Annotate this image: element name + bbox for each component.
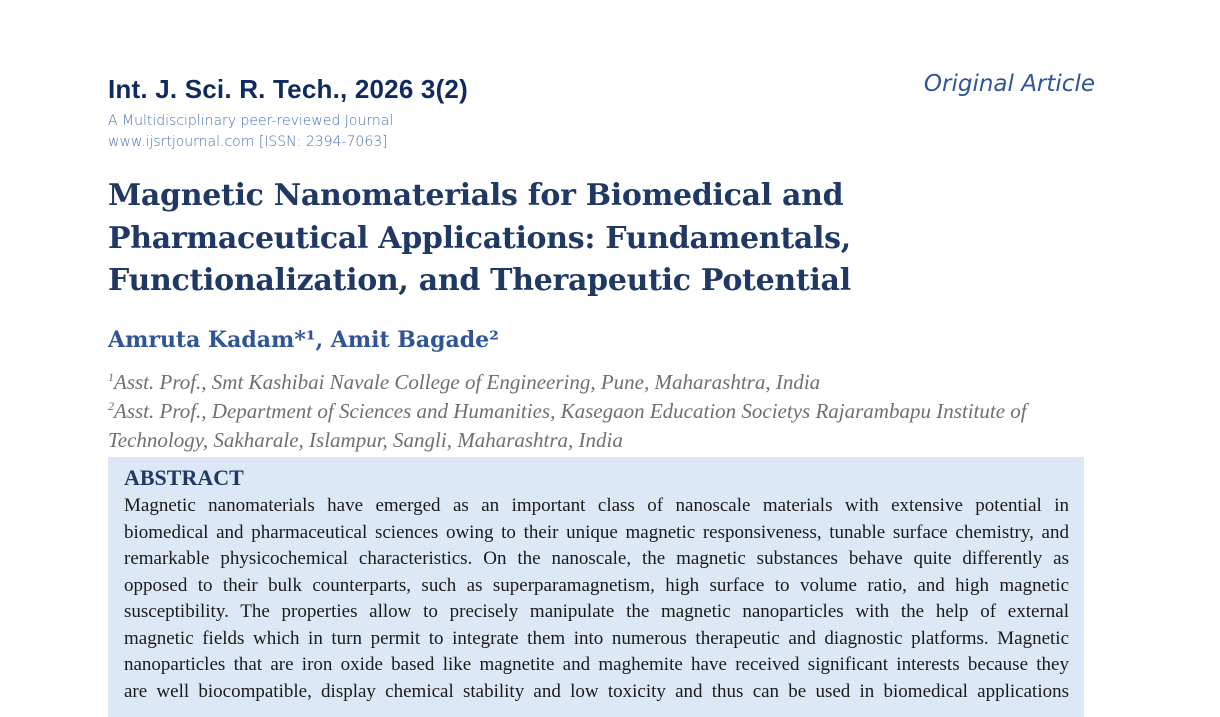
abstract-line: remarkable physicochemical characteristics. On the nanoscale, the magnetic substances behave quite differently as [124,548,1069,569]
paper-title-line: Magnetic Nanomaterials for Biomedical and [108,178,844,213]
abstract-line: biomedical and pharmaceutical sciences owing to their unique magnetic responsiveness, tunable surface chemistry, and [124,521,1069,543]
abstract-body [124,493,1069,705]
paper-title-line: Functionalization, and Therapeutic Potential [108,263,851,298]
abstract-section [108,457,1084,717]
affiliation-list [108,368,1088,455]
affiliation-text: Asst. Prof., Smt Kashibai Navale College of Engineering, Pune, Maharashtra, India [114,370,821,394]
affiliation-item [108,368,1088,397]
author-separator: , [315,327,331,353]
abstract-line: are well biocompatible, display chemical stability and low toxicity and thus can be used in biomedical applications [124,680,1069,702]
journal-name: Int. J. Sci. R. Tech., 2026 3(2) [108,74,468,104]
affiliation-text: Asst. Prof., Department of Sciences and Humanities, Kasegaon Education Societys Rajarambapu Institute of Technology, Sakharale, Islampur, Sangli, Maharashtra, India [108,399,1027,452]
paper-title [108,175,888,303]
author-name: Amit Bagade [330,327,490,353]
abstract-line: nanoparticles that are iron oxide based like magnetite and maghemite have received significant interests because they [124,654,1069,675]
journal-website: www.ijsrtjournal.com [ISSN: 2394-7063] [108,134,388,150]
abstract-line: opposed to their bulk counterparts, such as superparamagnetism, high surface to volume ratio, and high magnetic [124,574,1069,596]
author-mark: *¹ [294,327,316,353]
abstract-line: Magnetic nanomaterials have emerged as an important class of nanoscale materials with extensive potential in [124,495,1069,516]
affiliation-index: 1 [108,370,114,384]
author-mark: ² [489,327,499,353]
article-type-label: Original Article [923,71,1095,97]
abstract-line: magnetic fields which in turn permit to integrate them into numerous therapeutic and diagnostic platforms. Magnetic [124,627,1069,649]
affiliation-item [108,397,1088,455]
affiliation-index: 2 [108,399,114,413]
paper-title-line: Pharmaceutical Applications: Fundamentals, [108,220,851,256]
author-name: Amruta Kadam [108,327,295,353]
abstract-line: susceptibility. The properties allow to precisely manipulate the magnetic nanoparticles with the help of external [124,601,1069,622]
abstract-heading: ABSTRACT [124,465,244,490]
journal-tagline: A Multidisciplinary peer-reviewed Journal [108,113,394,129]
author-list [108,327,499,353]
